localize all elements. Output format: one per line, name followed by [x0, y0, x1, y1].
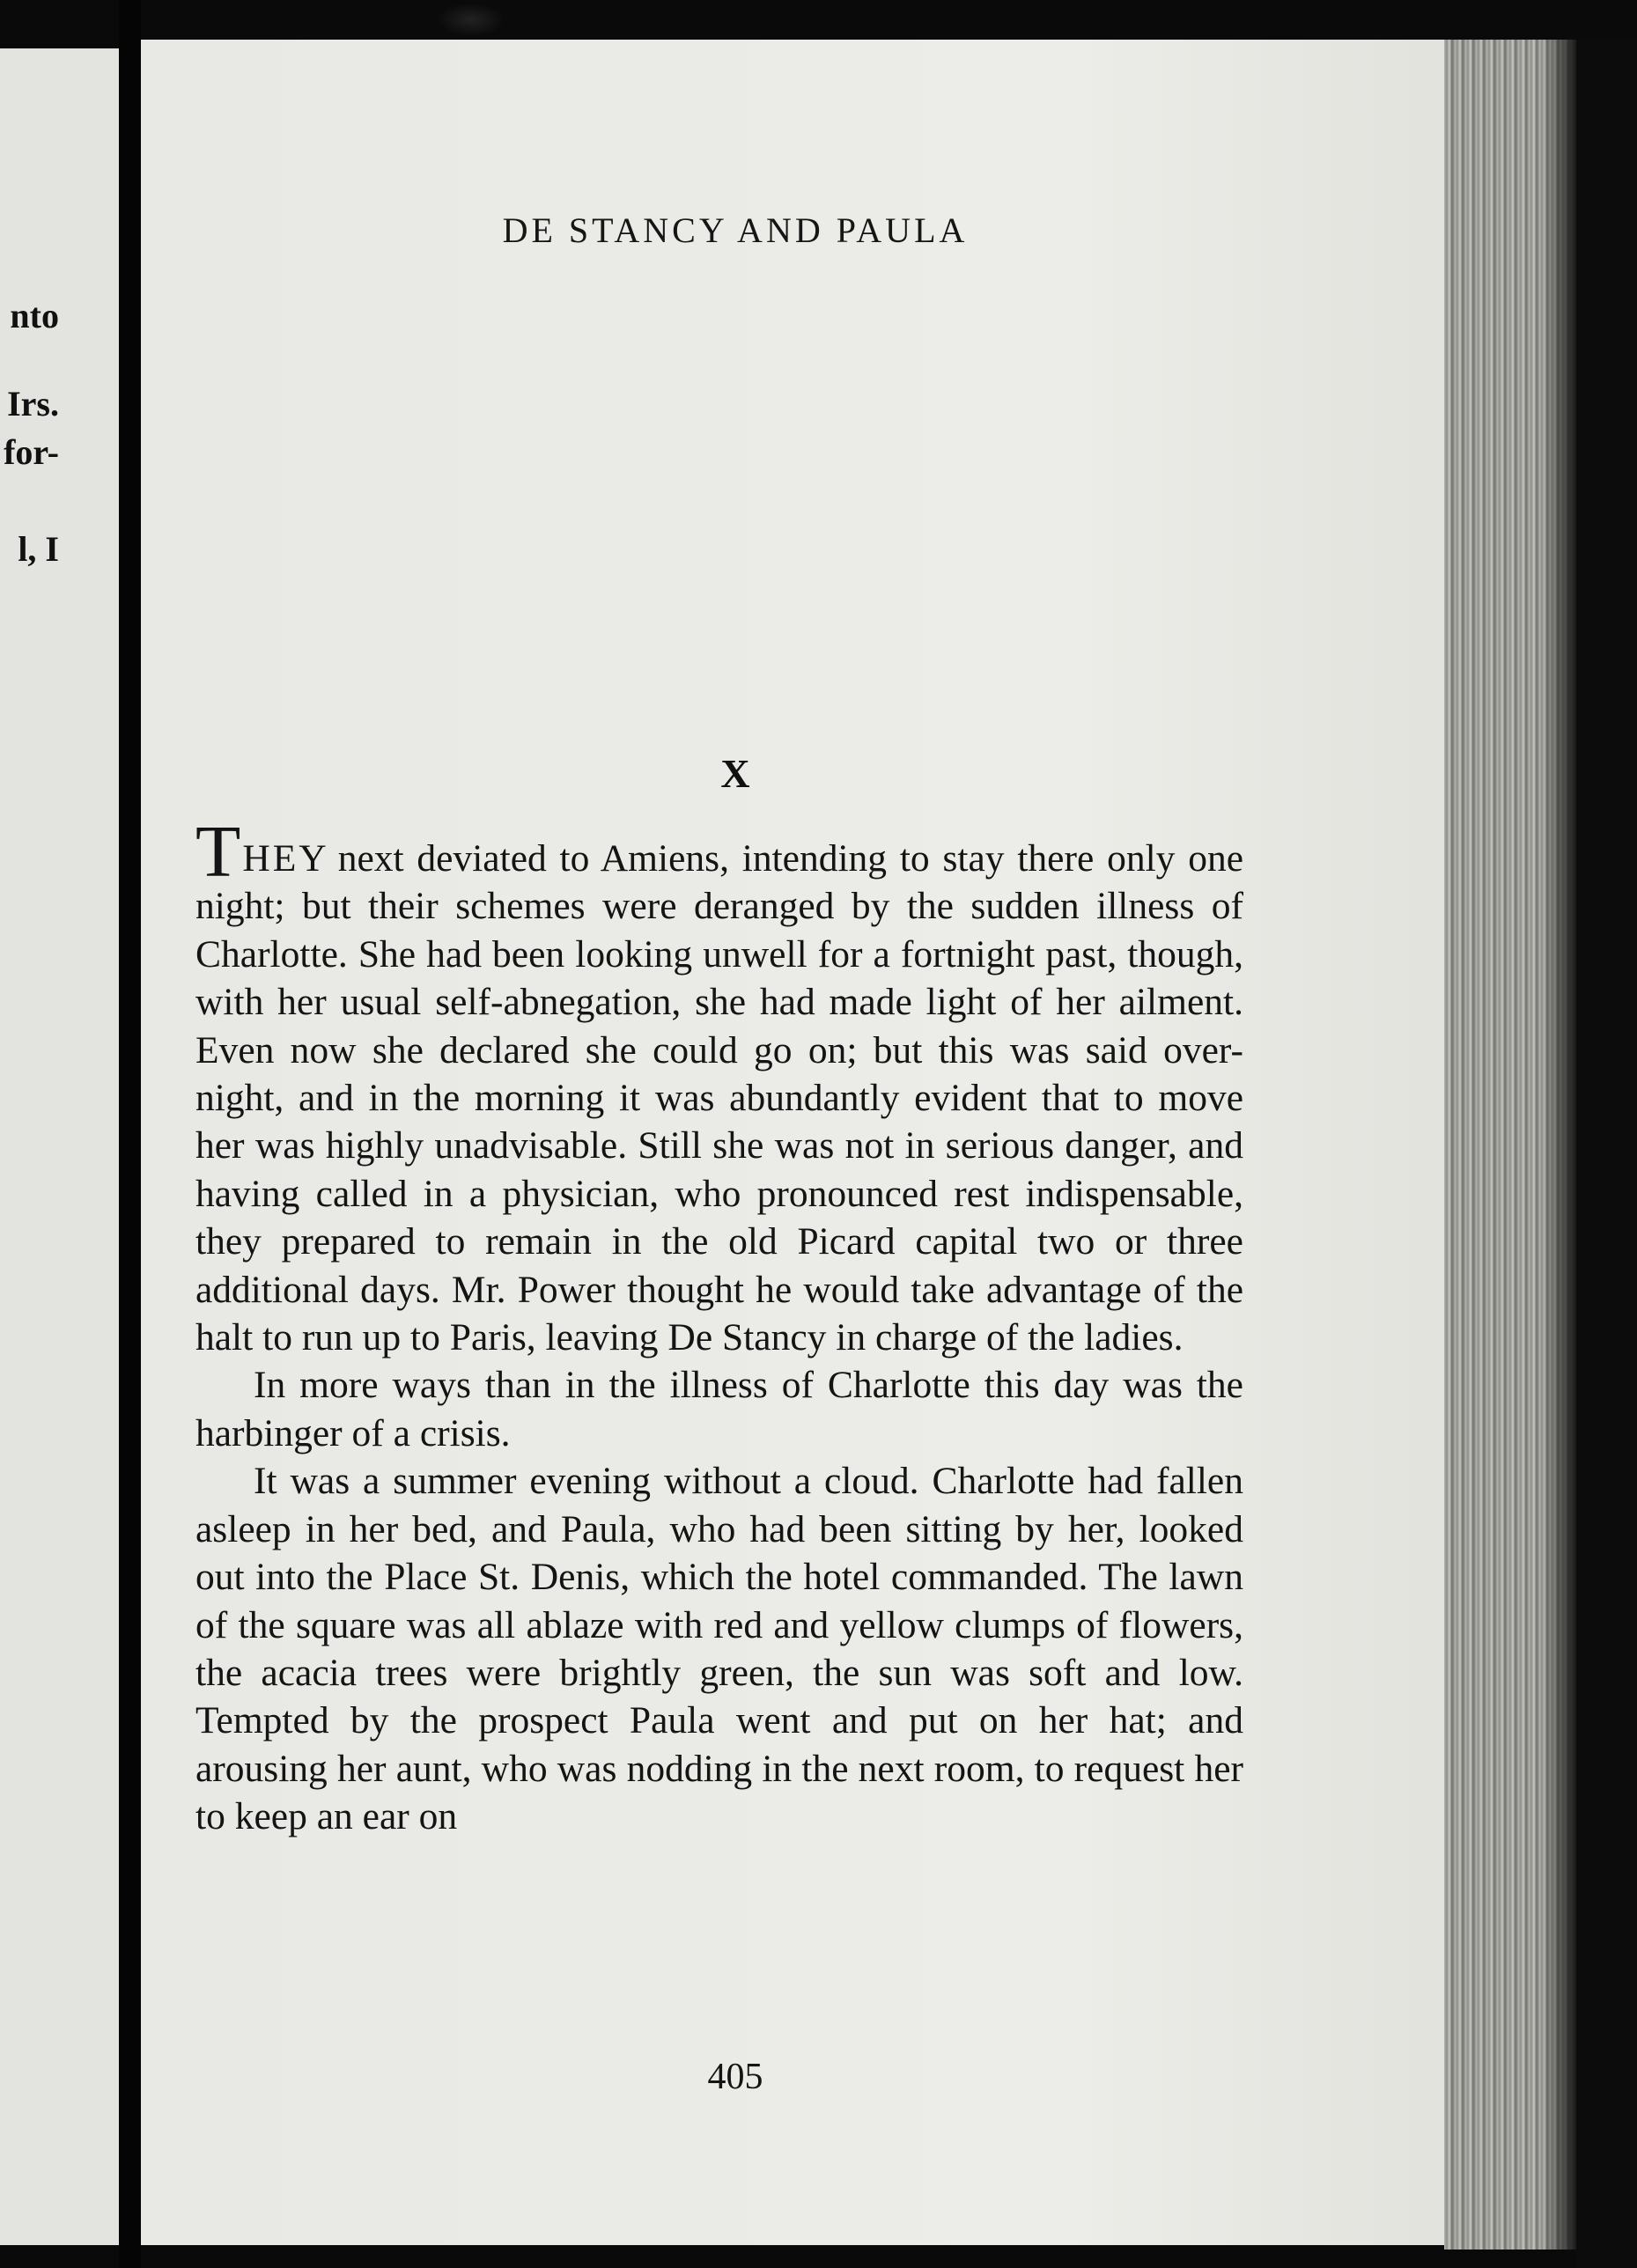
opening-smallcaps: HEY	[242, 837, 329, 880]
paragraph-2: In more ways than in the illness of Charlotte this day was the harbinger of a crisis.	[195, 1364, 1243, 1454]
left-page-fragment: Irs.	[7, 384, 59, 423]
left-page-fragment: for-	[4, 432, 59, 472]
book-gutter	[119, 0, 141, 2268]
paragraph-1	[195, 811, 1243, 1361]
page-number: 405	[707, 2057, 763, 2097]
page-edges	[1444, 40, 1576, 2250]
drop-cap: T	[195, 811, 241, 893]
body-text	[195, 811, 1243, 1841]
paragraph-1-text: next deviated to Amiens, intending to stay there only one night; but their schemes were deranged by the sudden illness of Charlotte. She had been looking unwell for a fortnight past, though, with her usual self-abnegation, she had made light of her ailment. Even now she declared she could go on; but this was said over-night, and in the morning it was abundantly evident that to move her was highly unadvisable. Still she was not in serious danger, and having called in a physician, who pronounced rest indispensable, they prepared to remain in the old Picard capital two or three additional days. Mr. Power thought he would take advantage of the halt to run up to Paris, leaving De Stancy in charge of the ladies.	[195, 837, 1243, 1359]
running-head: DE STANCY AND PAULA	[502, 210, 969, 250]
left-page-fragment: nto	[10, 296, 59, 335]
scan-background	[1576, 40, 1637, 2268]
paragraph-3: It was a summer evening without a cloud. Charlotte had fallen asleep in her bed, and Paula, who had been sitting by her, looked out into the Place St. Denis, which the hotel commanded. The lawn of the square was all ablaze with red and yellow clumps of flowers, the acacia trees were brightly green, the sun was soft and low. Tempted by the prospect Paula went and put on her hat; and arousing her aunt, who was nodding in the next room, to request her to keep an ear on	[195, 1460, 1243, 1838]
chapter-number: X	[720, 751, 750, 796]
left-page-fragment: l, I	[18, 529, 59, 569]
scan-shadow	[431, 0, 511, 40]
left-page-edge	[0, 48, 119, 2245]
